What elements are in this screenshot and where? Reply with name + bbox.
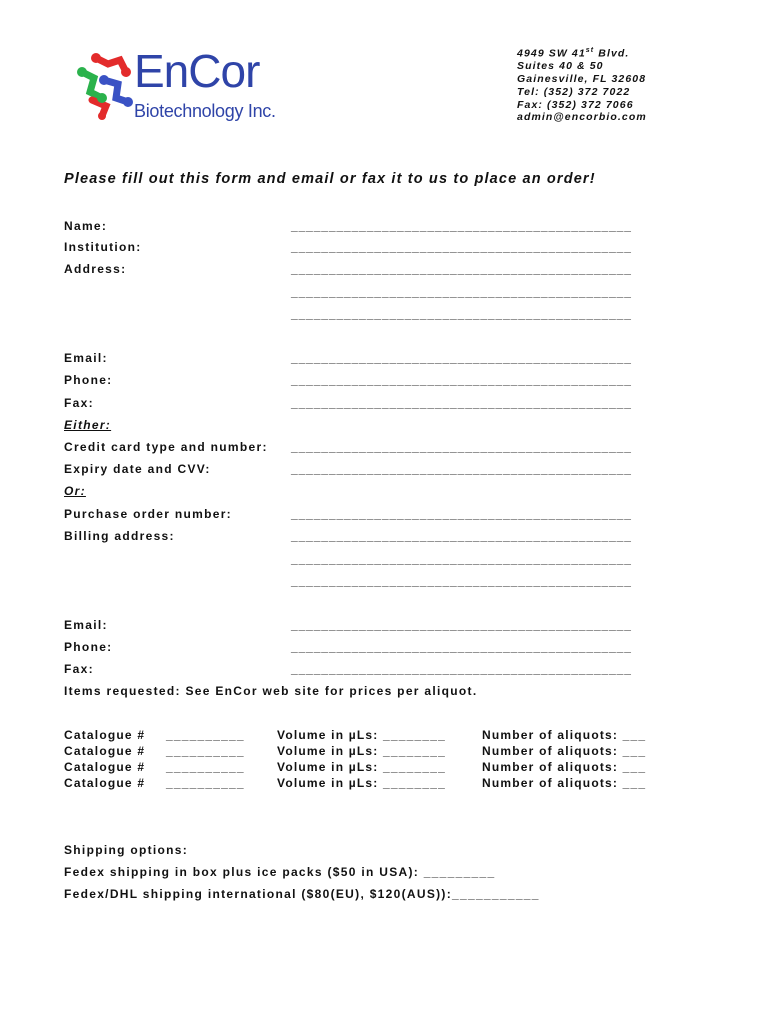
catalogue-label: Catalogue # — [64, 760, 146, 774]
logo-subtitle: Biotechnology Inc. — [134, 101, 276, 121]
catalogue-blank[interactable]: __________ — [166, 728, 245, 742]
shipping-fedex-usa[interactable]: Fedex shipping in box plus ice packs ($50 in USA): _________ — [64, 865, 496, 879]
catalogue-label: Catalogue # — [64, 744, 146, 758]
volume-field[interactable]: Volume in µLs: ________ — [277, 728, 447, 742]
aliquots-field[interactable]: Number of aliquots: ___ — [482, 776, 647, 790]
catalogue-blank[interactable]: __________ — [166, 760, 245, 774]
catalogue-label: Catalogue # — [64, 728, 146, 742]
volume-field[interactable]: Volume in µLs: ________ — [277, 744, 447, 758]
contact-tel: Tel: (352) 372 7022 — [517, 85, 631, 98]
contact-city: Gainesville, FL 32608 — [517, 73, 647, 86]
contact-street: 4949 SW 41st Blvd. — [517, 47, 630, 60]
aliquots-field[interactable]: Number of aliquots: ___ — [482, 728, 647, 742]
catalogue-label: Catalogue # — [64, 776, 146, 790]
encor-logo — [72, 45, 282, 128]
catalogue-blank[interactable]: __________ — [166, 776, 245, 790]
volume-field[interactable]: Volume in µLs: ________ — [277, 760, 447, 774]
contact-fax: Fax: (352) 372 7066 — [517, 98, 634, 111]
aliquots-field[interactable]: Number of aliquots: ___ — [482, 760, 647, 774]
molecule-logo-icon — [72, 50, 134, 120]
shipping-heading: Shipping options: — [64, 843, 189, 857]
contact-email: admin@encorbio.com — [517, 111, 647, 124]
shipping-international[interactable]: Fedex/DHL shipping international ($80(EU), $120(AUS)):___________ — [64, 887, 540, 901]
contact-block — [517, 45, 647, 124]
catalogue-blank[interactable]: __________ — [166, 744, 245, 758]
logo-name: EnCor — [134, 45, 260, 97]
volume-field[interactable]: Volume in µLs: ________ — [277, 776, 447, 790]
contact-suites: Suites 40 & 50 — [517, 60, 604, 73]
headline: Please fill out this form and email or fax it to us to place an order! — [64, 171, 596, 187]
aliquots-field[interactable]: Number of aliquots: ___ — [482, 744, 647, 758]
